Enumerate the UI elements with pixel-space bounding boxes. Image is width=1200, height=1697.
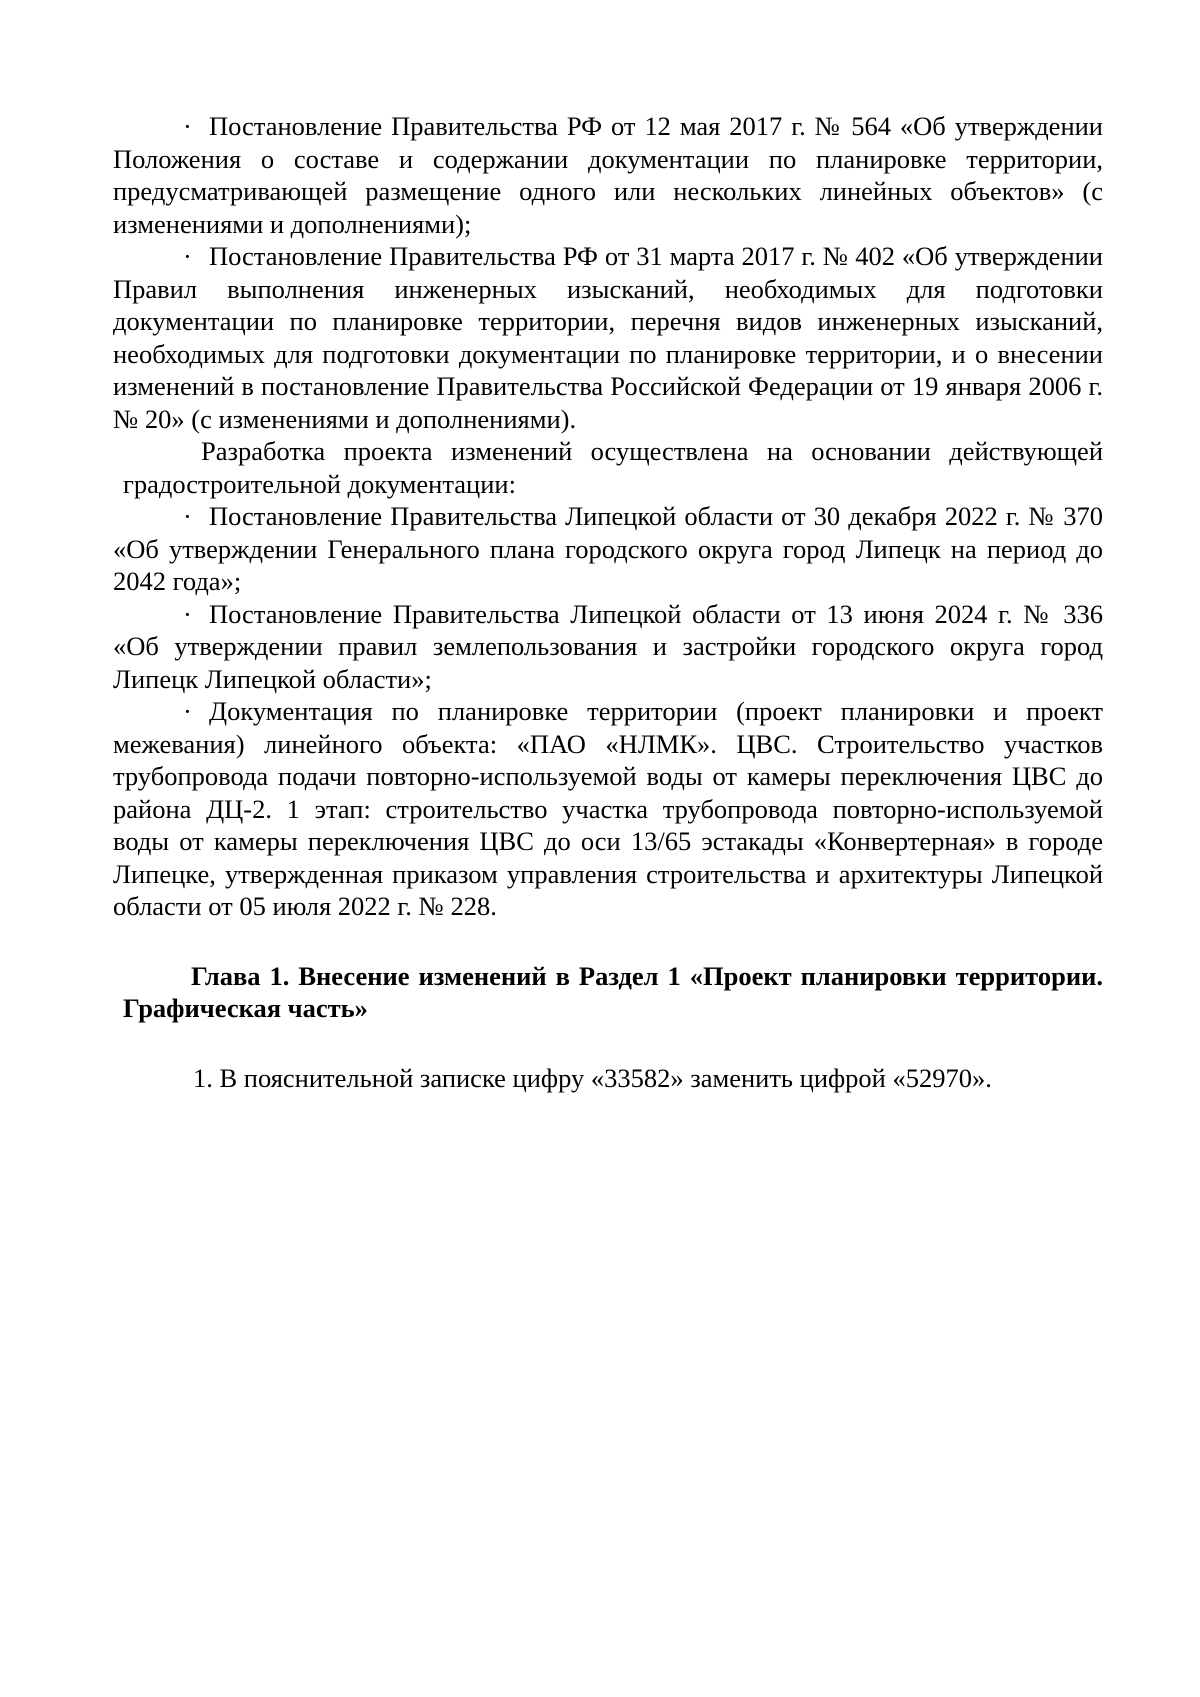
bullet-text: Документация по планировке территории (проект планировки и проект межевания) линейного объекта: «ПАО «НЛМК». ЦВС. Строительство участков трубопровода подачи повторно-используемой воды от камеры переключения ЦВС до района ДЦ-2. 1 этап: строительство участка трубопровода повторно-используемой воды от камеры переключения ЦВС до оси 13/65 эстакады «Конвертерная» в городе Липецке, утвержденная приказом управления строительства и архитектуры Липецкой области от 05 июля 2022 г. № 228. bbox=[113, 696, 1103, 921]
chapter-heading: Глава 1. Внесение изменений в Раздел 1 «Проект планировки территории. Графическая часть» bbox=[123, 960, 1103, 1023]
bullet-text: Постановление Правительства Липецкой области от 30 декабря 2022 г. № 370 «Об утверждении Генерального плана городского округа город Липецк на период до 2042 года»; bbox=[113, 501, 1103, 596]
bullet-item-resolution-402 bbox=[113, 240, 1103, 435]
bullet-marker: · bbox=[183, 598, 192, 629]
bullet-item-planning-documentation bbox=[113, 695, 1103, 923]
bullet-item-resolution-336 bbox=[113, 598, 1103, 696]
bullet-marker: · bbox=[183, 241, 192, 271]
bullet-text: Постановление Правительства РФ от 12 мая 2017 г. № 564 «Об утверждении Положения о составе и содержании документации по планировке территории, предусматривающей размещение одного или нескольких линейных объектов» (с изменениями и дополнениями); bbox=[113, 111, 1103, 239]
bullet-item-resolution-370 bbox=[113, 500, 1103, 598]
bullet-marker: · bbox=[183, 501, 192, 531]
bullet-item-resolution-564 bbox=[113, 110, 1103, 240]
document-page bbox=[113, 110, 1103, 1094]
intro-paragraph: Разработка проекта изменений осуществлена на основании действующей градостроительной документации: bbox=[123, 436, 1103, 499]
bullet-text: Постановление Правительства Липецкой области от 13 июня 2024 г. № 336 «Об утверждении правил землепользования и застройки городского округа город Липецк Липецкой области»; bbox=[113, 598, 1103, 694]
bullet-text: Постановление Правительства РФ от 31 марта 2017 г. № 402 «Об утверждении Правил выполнения инженерных изысканий, необходимых для подготовки документации по планировке территории, перечня видов инженерных изысканий, необходимых для подготовки документации по планировке территории, и о внесении изменений в постановление Правительства Российской Федерации от 19 января 2006 г. № 20» (с изменениями и дополнениями). bbox=[113, 241, 1103, 434]
numbered-item-1: 1. В пояснительной записке цифру «33582» заменить цифрой «52970». bbox=[193, 1062, 992, 1093]
bullet-marker: · bbox=[183, 696, 192, 726]
bullet-marker: · bbox=[183, 111, 192, 141]
